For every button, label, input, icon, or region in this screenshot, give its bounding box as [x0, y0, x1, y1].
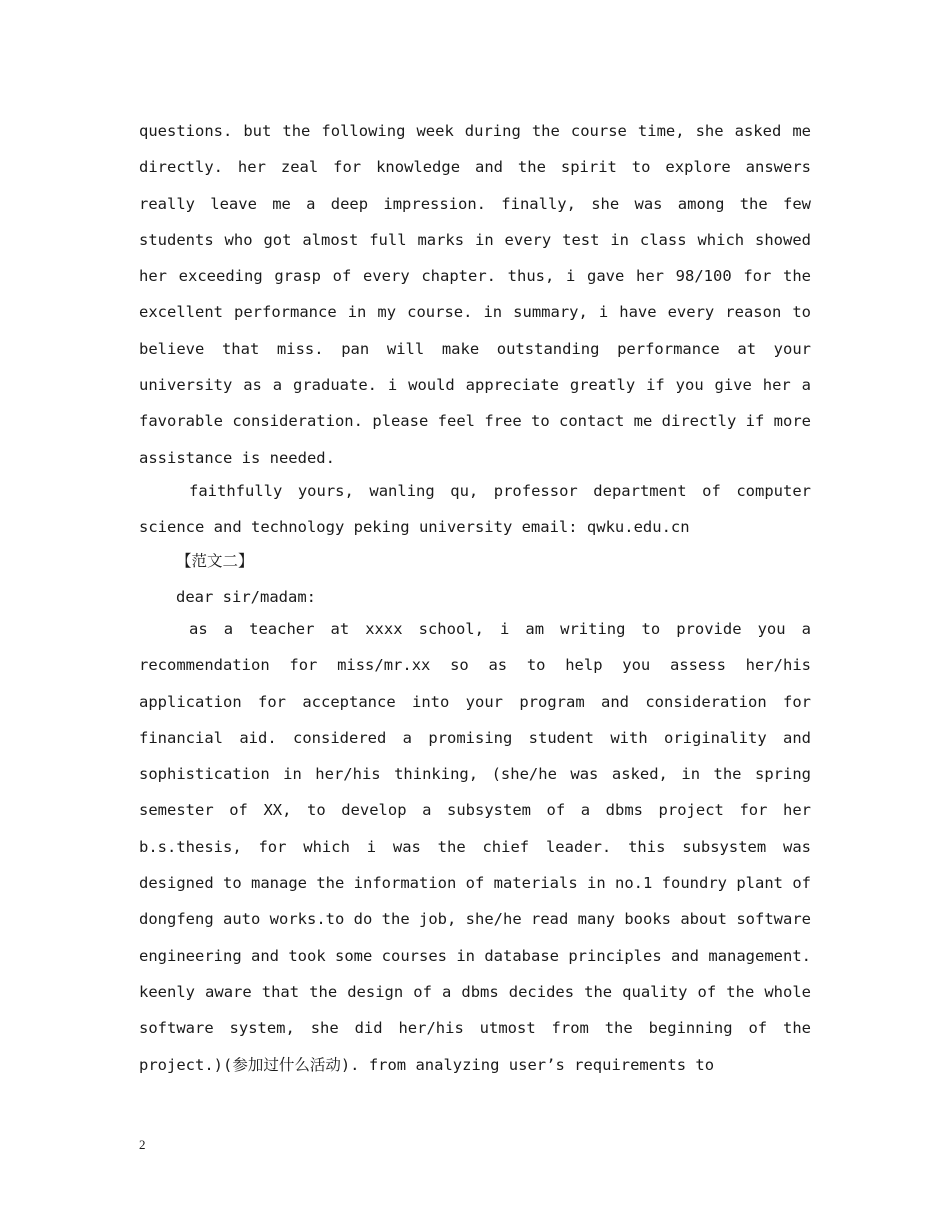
paragraph-closing-signature: faithfully yours, wanling qu, professor department of computer science and technology peking university email: qwku.edu.cn: [139, 482, 811, 537]
sample-heading: 【范文二】: [176, 552, 254, 570]
paragraph-continuation: questions. but the following week during the course time, she asked me directly. her zeal for knowledge and the spirit to explore answers really leave me a deep impression. finally, she was among the few students who got almost full marks in every test in class which showed her exceeding grasp of every chapter. thus, i gave her 98/100 for the excellent performance in my course. in summary, i have every reason to believe that miss. pan will make outstanding performance at your university as a graduate. i would appreciate greatly if you give her a favorable consideration. please feel free to contact me directly if more assistance is needed.: [139, 122, 811, 467]
paragraph-recommendation-body: as a teacher at xxxx school, i am writing to provide you a recommendation for miss/mr.xx so as to help you assess her/his application for acceptance into your program and consideration for financial aid. considered a promising student with originality and sophistication in her/his thinking, (she/he was asked, in the spring semester of XX, to develop a subsystem of a dbms project for her b.s.thesis, for which i was the chief leader. this subsystem was designed to manage the information of materials in no.1 foundry plant of dongfeng auto works.to do the job, she/he read many books about software engineering and took some courses in database principles and management. keenly aware that the design of a dbms decides the quality of the whole software system, she did her/his utmost from the beginning of the project.)(参加过什么活动). from analyzing user’s requirements to: [139, 620, 811, 1074]
page-number: 2: [139, 1137, 146, 1152]
salutation: dear sir/madam:: [176, 588, 316, 606]
